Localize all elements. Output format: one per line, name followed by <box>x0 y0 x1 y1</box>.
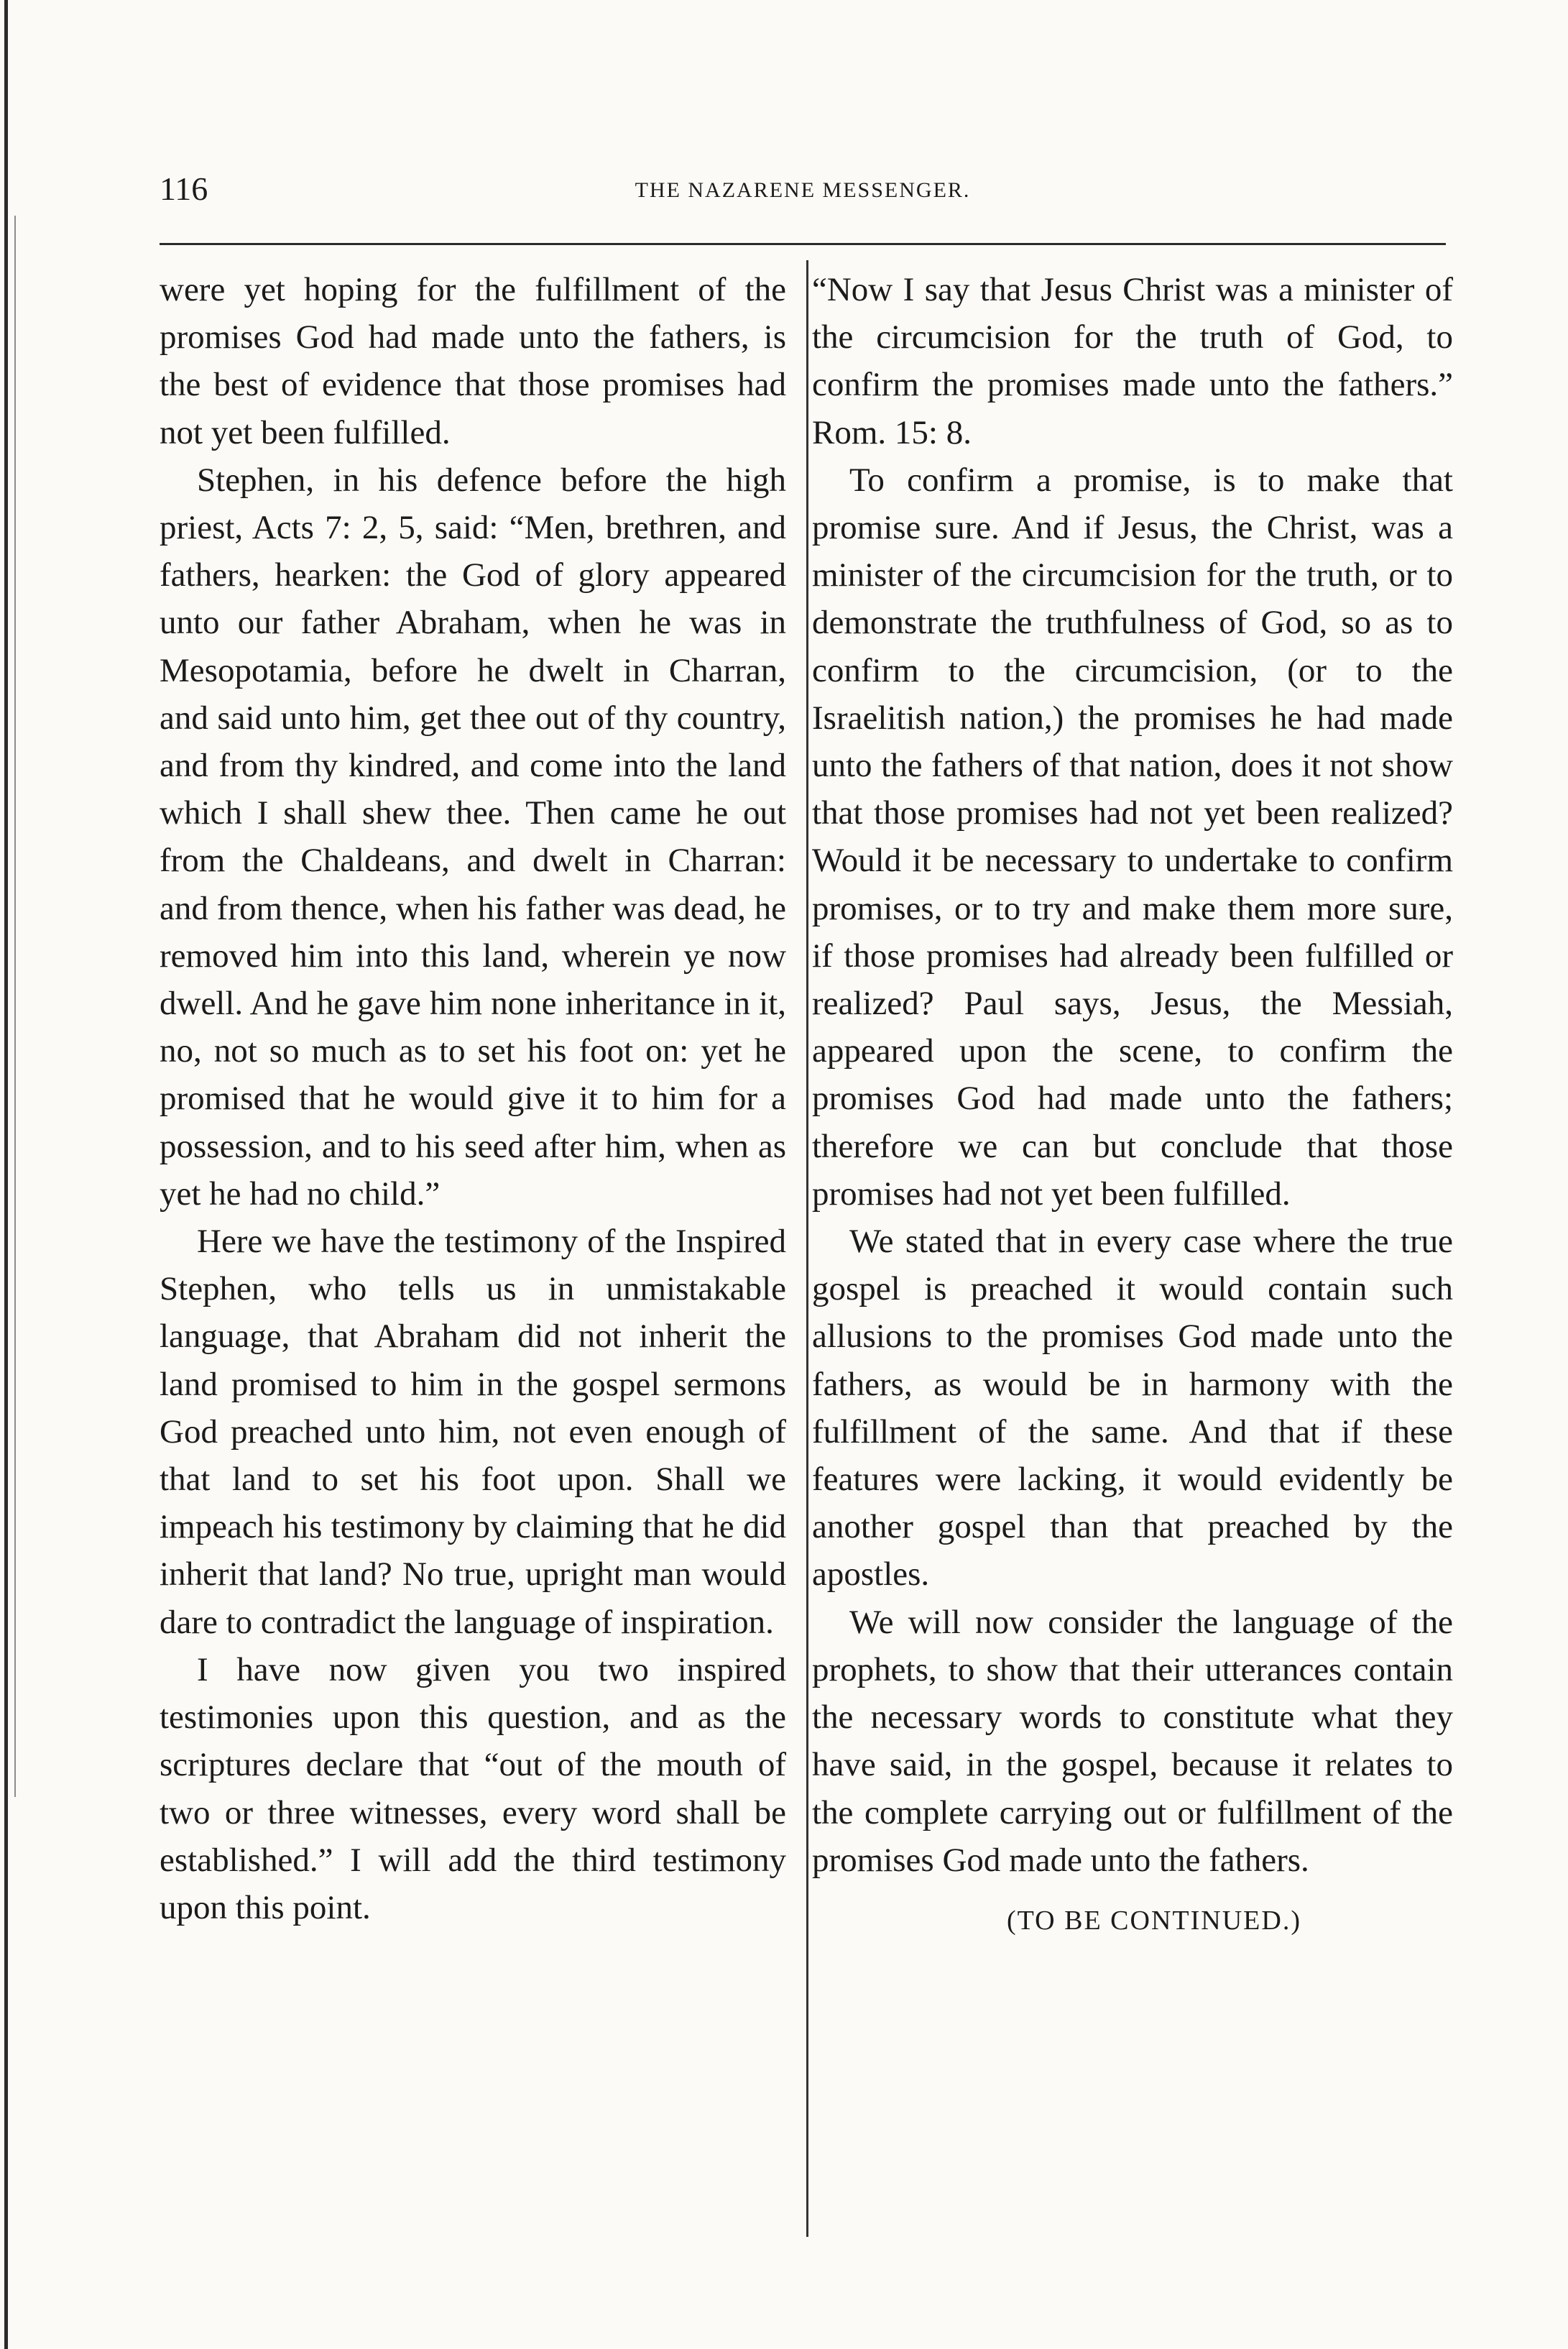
page-header <box>160 170 1446 220</box>
paragraph: “Now I say that Jesus Christ was a minister of the circumcision for the truth of God, to confirm the promises made unto the fathers.” Rom. 15: 8. <box>812 271 1453 451</box>
page-number: 116 <box>160 170 208 207</box>
paragraph: We will now consider the language of the prophets, to show that their utterances contain the necessary words to constitute what they have said, in the gospel, because it relates to the complete carrying out or fulfillment of the promises God made unto the fathers. <box>812 1603 1453 1879</box>
right-column <box>812 266 1453 1944</box>
header-rule <box>160 243 1446 245</box>
to-be-continued-note: (TO BE CONTINUED.) <box>1007 1905 1301 1936</box>
paragraph: were yet hoping for the fulfillment of the promises God had made unto the fathers, is the best of evidence that those promises had not yet been fulfilled. <box>160 271 786 451</box>
paragraph: We stated that in every case where the true gospel is preached it would contain such allusions to the promises God made unto the fathers, as would be in harmony with the fulfillment of the same. And that if these features were lacking, it would evidently be another gospel than that preached by the apostles. <box>812 1223 1453 1594</box>
paragraph: I have now given you two inspired testimonies upon this question, and as the scriptures declare that “out of the mouth of two or three witnesses, every word shall be established.” I will add the third testimony upon this point. <box>160 1650 786 1926</box>
scan-edge-line-faint <box>14 216 16 1797</box>
left-column <box>160 266 786 1931</box>
running-title: THE NAZARENE MESSENGER. <box>635 178 971 202</box>
scan-edge-line <box>4 0 8 2349</box>
column-divider <box>806 260 808 2237</box>
paragraph: Stephen, in his defence before the high priest, Acts 7: 2, 5, said: “Men, brethren, and fathers, hearken: the God of glory appeared unto our father Abraham, when he was in Mesopotamia, before he dwelt in Charran, and said unto him, get thee out of thy country, and from thy kindred, and come into the land which I shall shew thee. Then came he out from the Chaldeans, and dwelt in Charran: and from thence, when his father was dead, he removed him into this land, wherein ye now dwell. And he gave him none inheritance in it, no, not so much as to set his foot on: yet he promised that he would give it to him for a possession, and to his seed after him, when as yet he had no child.” <box>160 461 786 1213</box>
paragraph: To confirm a promise, is to make that promise sure. And if Jesus, the Christ, was a minister of the circumcision for the truth, or to demonstrate the truthfulness of God, so as to confirm to the circumcision, (or to the Israelitish nation,) the promises he had made unto the fathers of that nation, does it not show that those promises had not yet been realized? Would it be necessary to undertake to confirm promises, or to try and make them more sure, if those promises had already been fulfilled or realized? Paul says, Jesus, the Messiah, appeared upon the scene, to confirm the promises God had made unto the fathers; therefore we can but conclude that those promises had not yet been fulfilled. <box>812 461 1453 1213</box>
paragraph: Here we have the testimony of the Inspired Stephen, who tells us in unmistakable language, that Abraham did not inherit the land promised to him in the gospel sermons God preached unto him, not even enough of that land to set his foot upon. Shall we impeach his testimony by claiming that he did inherit that land? No true, upright man would dare to contradict the language of inspiration. <box>160 1223 786 1641</box>
